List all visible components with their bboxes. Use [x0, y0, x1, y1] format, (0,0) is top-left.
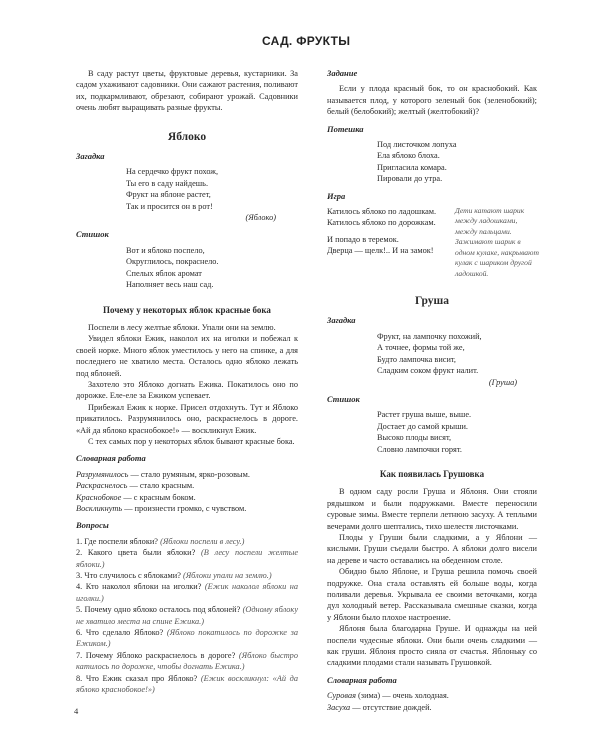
rhyme-line: Под листочком лопуха [377, 140, 457, 150]
vocab-def: (зима) — очень холодная. [355, 691, 449, 701]
vocab-def: — с красным боком. [121, 492, 196, 502]
answer: (Одному яблоку не хватило места на спине Ежика.) [76, 605, 298, 626]
questions-label: Вопросы [76, 520, 109, 531]
poem-line: Словно лампочки горят. [377, 444, 462, 454]
vocab-def: — стало красным. [127, 481, 195, 491]
vocab-label: Словарная работа [327, 674, 397, 685]
game-label: Игра [327, 190, 346, 201]
game-block [327, 206, 539, 278]
vocab-term: Воскликнуть [76, 504, 123, 513]
question: 2. Какого цвета были яблоки? [76, 548, 201, 558]
pear-story-title: Как появилась Грушовка [379, 468, 485, 479]
riddle-answer: (Яблоко) [245, 213, 276, 223]
answer: (Ежик воскликнул: «Ай да яблоко краснобокое!») [76, 673, 298, 695]
task-label: Задание [327, 68, 358, 78]
riddle-line: Так и просится он в рот! [126, 201, 213, 211]
poem-line: Округлилось, покраснело. [126, 257, 219, 267]
questions-list [76, 536, 298, 696]
riddle-line: А точнее, формы той же, [377, 343, 465, 353]
story-paragraph: Яблоня была благодарна Груше. И однажды на ней поспели чудесные яблоки. Они были очень сладкими — как груши. Яблоня просто сияла от счастья. Яблоньку со сладкими плодами стали называть Грушовкой. [327, 624, 537, 668]
vocab-term: Раскраснелось [76, 481, 128, 491]
poem-line: Высоко плоды висят, [377, 433, 452, 443]
question: 5. Почему одно яблоко осталось под яблоней? [76, 605, 243, 615]
riddle-line: Сладким соком фрукт налит. [377, 366, 479, 376]
question: 6. Что сделало Яблоко? [76, 628, 167, 638]
apple-title: Яблоко [167, 130, 207, 143]
question: 8. Что Ежик сказал про Яблоко? [76, 673, 201, 683]
answer: (Яблоко быстро катилось по дорожке, чтобы догнать Ежика.) [76, 650, 298, 672]
pear-riddle [377, 331, 537, 388]
riddle-line: Ты его в саду найдешь. [126, 178, 209, 188]
answer: (Яблоко покатилось по дорожке за Ежиком.) [76, 628, 298, 649]
game-lines [327, 206, 447, 257]
answer: (Ежик наколол яблоки на иголки.) [76, 582, 299, 603]
rhyme-line: Пировали до утра. [377, 174, 443, 184]
answer: (В лесу поспели желтые яблоки.) [76, 548, 299, 569]
riddle-line: На сердечко фрукт похож, [126, 167, 219, 177]
story-paragraph: Поспели в лесу желтые яблоки. Упали они на землю. [88, 322, 276, 332]
riddle-line: Будто лампочка висит, [377, 354, 456, 364]
right-column [327, 68, 537, 713]
vocab-list [327, 690, 537, 713]
vocab-def: — отсутствие дождей. [350, 702, 432, 712]
story-paragraph: Обидно было Яблоне, и Груша решила помочь своей подружке. Она стала оставлять ей больше воды, когда поливали деревья. Укрывала ее своими веточками, когда дул холодный ветер. Рассказывала смешные сказки, когда у Яблони было плохое настроение. [327, 567, 537, 622]
game-line: Катилось яблоко по дорожкам. [327, 218, 436, 228]
game-note: Дети катают шарик между ладошками, между пальцами. Зажимают шарик в одном кулаке, накрывают кулак с шариком другой ладошкой. [455, 206, 539, 278]
question: 7. Почему Яблоко раскраснелось в дороге? [76, 650, 239, 660]
riddle-line: Фрукт, на лампочку похожий, [377, 331, 482, 341]
intro-paragraph: В саду растут цветы, фруктовые деревья, кустарники. За садом ухаживают садовники. Они сажают растения, поливают их, подкармливают, обрезают, собирают урожай. Садовники очень любят выращивать разные фрукты. [76, 69, 298, 113]
vocab-label: Словарная работа [76, 453, 146, 464]
question: 3. Что случилось с яблоками? [76, 571, 183, 581]
vocab-term: Разрумянилось [76, 469, 129, 479]
game-line: И попадо в теремок. [327, 234, 399, 244]
poem-line: Спелых яблок аромат [126, 268, 202, 278]
vocab-def: — стало румяным, ярко-розовым. [128, 469, 250, 479]
rhyme-line: Ела яблоко блоха. [377, 151, 440, 161]
story-paragraph: Захотело это Яблоко догнать Ежика. Покатилось оно по дорожке. Еле-еле за Ежиком успевает. [76, 379, 298, 401]
rhyme-label: Потешка [327, 123, 364, 134]
poem-line: Достает до самой крыши. [377, 421, 468, 431]
pear-poem [377, 409, 537, 455]
poem-line: Вот и яблоко поспело, [126, 245, 205, 255]
riddle-line: Фрукт на яблоне растет, [126, 190, 211, 200]
apple-riddle [126, 166, 298, 223]
rhyme [377, 139, 537, 185]
apple-story-title: Почему у некоторых яблок красные бока [103, 304, 271, 315]
page-header: САД. ФРУКТЫ [262, 34, 351, 48]
story-paragraph: С тех самых пор у некоторых яблок бывают красные бока. [88, 436, 295, 446]
apple-riddle-label: Загадка [76, 151, 105, 162]
vocab-term: Засуха [327, 702, 351, 712]
answer: (Яблоки упали на землю.) [182, 571, 272, 581]
pear-title: Груша [414, 295, 450, 308]
page-number: 4 [74, 706, 79, 716]
riddle-answer: (Груша) [488, 377, 517, 387]
answer: (Яблоки поспели в лесу.) [160, 536, 245, 546]
left-column [76, 68, 298, 696]
game-line: Катилось яблоко по ладошкам. [327, 207, 437, 217]
pear-poem-label: Стишок [327, 393, 360, 404]
pear-riddle-label: Загадка [327, 315, 356, 326]
story-paragraph: В одном саду росли Груша и Яблоня. Они стояли рядышком и были подружками. Вместе переносили суровые зимы. Вместе терпели летнюю засуху. А теплыми вечерами долго шептались, тихо шелестя листочками. [327, 487, 537, 531]
poem-line: Наполняет весь наш сад. [126, 280, 214, 290]
apple-poem-label: Стишок [76, 229, 109, 240]
story-paragraph: Плоды у Груши были сладкими, а у Яблони — кислыми. Груши съедали быстро. А яблоки долго висели на дереве и часто оставались на обеденном столе. [327, 532, 537, 565]
story-paragraph: Прибежал Ежик к норке. Присел отдохнуть. Тут и Яблоко прикатилось. Разрумянилось оно, раскраснелось в дороге. «Ай да яблоко краснобокое!» — воскликнул Ежик. [76, 402, 298, 435]
apple-poem [126, 245, 298, 291]
story-paragraph: Увидел яблоки Ежик, наколол их на иголки и побежал к своей норке. Много яблок уместилось у него на спинке, а для последнего не хватило места. Осталось одно яблоко лежать под яблоней. [76, 334, 298, 378]
question: 4. Кто наколол яблоки на иголки? [76, 582, 205, 592]
vocab-term: Суровая [327, 691, 356, 701]
question: 1. Где поспели яблоки? [76, 536, 161, 546]
game-line: Дверца — щелк!.. И на замок! [327, 246, 434, 256]
poem-line: Растет груша выше, выше. [377, 410, 472, 420]
vocab-list [76, 469, 298, 515]
vocab-def: — произнести громко, с чувством. [122, 504, 247, 513]
task-paragraph: Если у плода красный бок, то он краснобокий. Как называется плод, у которого зеленый бок (зеленобокий); белый (белобокий); желтый (желтобокий)? [327, 84, 537, 117]
rhyme-line: Пригласила комара. [377, 162, 447, 172]
vocab-term: Краснобокое [76, 492, 122, 502]
